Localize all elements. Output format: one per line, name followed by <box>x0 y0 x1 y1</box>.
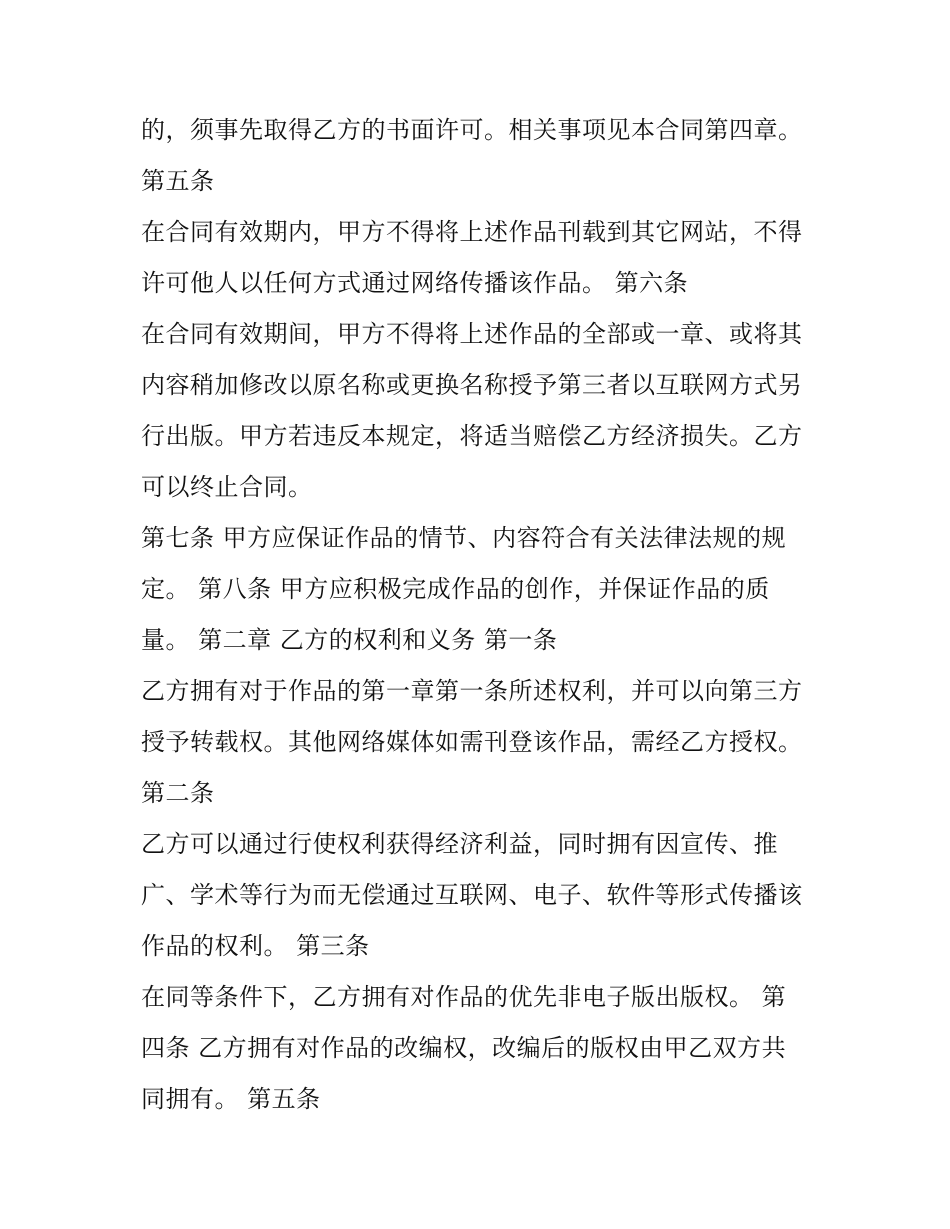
text-line: 在合同有效期内，甲方不得将上述作品刊载到其它网站，不得 <box>141 218 803 246</box>
text-line: 乙方可以通过行使权利获得经济利益，同时拥有因宣传、推 <box>141 830 778 858</box>
text-line: 四条 乙方拥有对作品的改编权，改编后的版权由甲乙双方共 <box>141 1034 787 1062</box>
text-line: 同拥有。 第五条 <box>141 1085 321 1113</box>
text-line: 作品的权利。 第三条 <box>141 932 370 960</box>
text-line: 可以终止合同。 <box>141 473 313 501</box>
text-line: 乙方拥有对于作品的第一章第一条所述权利，并可以向第三方 <box>141 677 803 705</box>
text-line: 第七条 甲方应保证作品的情节、内容符合有关法律法规的规 <box>141 524 787 552</box>
text-line: 量。 第二章 乙方的权利和义务 第一条 <box>141 626 558 654</box>
contract-text <box>141 105 841 1125</box>
text-line: 内容稍加修改以原名称或更换名称授予第三者以互联网方式另 <box>141 371 803 399</box>
text-line: 定。 第八条 甲方应积极完成作品的创作，并保证作品的质 <box>141 575 770 603</box>
text-line: 行出版。甲方若违反本规定，将适当赔偿乙方经济损失。乙方 <box>141 422 803 450</box>
text-line: 广、学术等行为而无偿通过互联网、电子、软件等形式传播该 <box>141 881 803 909</box>
text-line: 第五条 <box>141 167 215 195</box>
text-line: 第二条 <box>141 779 215 807</box>
text-line: 在合同有效期间，甲方不得将上述作品的全部或一章、或将其 <box>141 320 803 348</box>
text-line: 的，须事先取得乙方的书面许可。相关事项见本合同第四章。 <box>141 116 803 144</box>
text-line: 在同等条件下，乙方拥有对作品的优先非电子版出版权。 第 <box>141 983 787 1011</box>
text-line: 授予转载权。其他网络媒体如需刊登该作品，需经乙方授权。 <box>141 728 803 756</box>
text-line: 许可他人以任何方式通过网络传播该作品。 第六条 <box>141 269 689 297</box>
